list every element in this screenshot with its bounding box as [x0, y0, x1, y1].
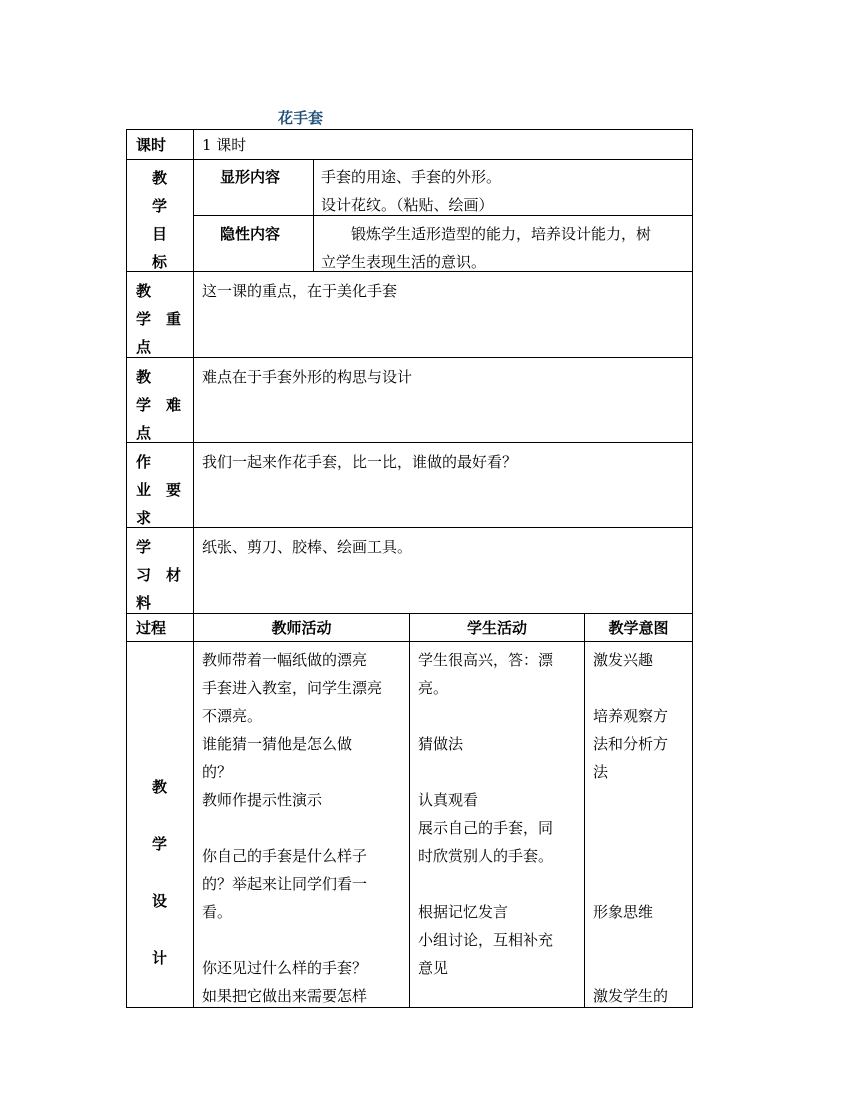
teacher-line	[202, 926, 382, 954]
intent-line: 法	[593, 763, 609, 781]
implicit-line: 立学生表现生活的意识。	[321, 253, 487, 271]
teacher-line: 的？举起来让同学们看一	[202, 875, 368, 893]
intent-line: 形象思维	[593, 903, 654, 921]
explicit-label-cell	[193, 159, 314, 216]
key-points-label-cell	[126, 271, 194, 358]
intent-line	[593, 926, 668, 954]
objectives-label-char: 标	[152, 253, 168, 271]
class-hours-label-cell	[126, 129, 194, 160]
document-title: 花手套	[278, 109, 324, 127]
student-line: 小组讨论，互相补充	[418, 931, 554, 949]
difficulties-label-line: 学 难	[136, 396, 182, 414]
student-header-cell	[409, 613, 585, 642]
implicit-label: 隐性内容	[220, 225, 281, 243]
intent-header-cell	[584, 613, 693, 642]
teacher-line: 教师作提示性演示	[202, 791, 323, 809]
materials-label-cell	[126, 527, 194, 614]
intent-line	[593, 674, 668, 702]
materials-label-line: 学	[136, 538, 152, 556]
key-points-label-line: 学 重	[136, 310, 182, 328]
process-header: 过程	[136, 619, 167, 637]
intent-line: 激发学生的	[593, 987, 669, 1005]
student-line	[418, 982, 553, 1010]
design-label-cell	[126, 641, 194, 1008]
teacher-header: 教师活动	[271, 619, 332, 637]
design-label-char: 教	[152, 778, 168, 796]
teacher-line: 看。	[202, 903, 233, 921]
student-line: 根据记忆发言	[418, 903, 509, 921]
objectives-label-char: 目	[152, 225, 168, 243]
teacher-line: 的？	[202, 763, 233, 781]
explicit-label: 显形内容	[220, 168, 281, 186]
teacher-line: 如果把它做出来需要怎样	[202, 987, 368, 1005]
homework-label-line: 求	[136, 509, 152, 527]
objectives-label-char: 教	[152, 169, 168, 187]
materials-label-line: 料	[136, 594, 152, 612]
objectives-label-cell	[126, 159, 194, 272]
student-line: 意见	[418, 959, 449, 977]
student-line	[418, 870, 553, 898]
intent-line: 激发兴趣	[593, 651, 654, 669]
explicit-line: 手套的用途、手套的外形。	[321, 168, 502, 186]
teacher-line: 教师带着一幅纸做的漂亮	[202, 651, 368, 669]
intent-line	[593, 954, 668, 982]
class-hours-label: 课时	[136, 136, 167, 154]
difficulties-label-cell	[126, 357, 194, 443]
teacher-line: 手套进入教室，问学生漂亮	[202, 679, 383, 697]
teacher-header-cell	[193, 613, 410, 642]
class-hours-value-cell	[193, 129, 693, 160]
teacher-activity-cell	[193, 641, 410, 1008]
homework-content-cell	[193, 442, 693, 528]
student-line	[418, 702, 553, 730]
homework-label-line: 业 要	[136, 481, 182, 499]
intent-line	[593, 814, 668, 842]
implicit-content-cell	[313, 215, 693, 272]
teacher-line: 不漂亮。	[202, 707, 263, 725]
intent-line: 培养观察方	[593, 707, 669, 725]
difficulties-label-line: 点	[136, 424, 152, 442]
teacher-line	[202, 814, 382, 842]
intent-line	[593, 842, 668, 870]
student-line: 学生很高兴，答：漂	[418, 651, 554, 669]
intent-header: 教学意图	[608, 619, 669, 637]
materials-content-cell	[193, 527, 693, 614]
implicit-line: 锻炼学生适形造型的能力，培养设计能力，树	[351, 225, 652, 243]
teacher-line: 谁能猜一猜他是怎么做	[202, 735, 353, 753]
student-line: 认真观看	[418, 791, 479, 809]
homework-label-line: 作	[136, 453, 152, 471]
student-header: 学生活动	[466, 619, 527, 637]
key-points-content-cell	[193, 271, 693, 358]
key-points-label-line: 教	[136, 282, 152, 300]
difficulties-label-line: 教	[136, 368, 152, 386]
intent-line	[593, 786, 668, 814]
explicit-content-cell	[313, 159, 693, 216]
homework-label-cell	[126, 442, 194, 528]
design-label-char: 学	[152, 835, 168, 853]
student-line	[418, 758, 553, 786]
student-activity-cell	[409, 641, 585, 1008]
key-points-value: 这一课的重点，在于美化手套	[202, 282, 398, 300]
teacher-line: 你还见过什么样的手套？	[202, 959, 368, 977]
teacher-line: 你自己的手套是什么样子	[202, 847, 368, 865]
implicit-label-cell	[193, 215, 314, 272]
difficulties-value: 难点在于手套外形的构思与设计	[202, 368, 413, 386]
design-label-char: 设	[152, 892, 168, 910]
class-hours-value: 1 课时	[202, 136, 247, 154]
difficulties-content-cell	[193, 357, 693, 443]
student-line: 亮。	[418, 679, 449, 697]
explicit-line: 设计花纹。（粘贴、绘画）	[321, 196, 494, 214]
intent-line	[593, 870, 668, 898]
student-line: 展示自己的手套，同	[418, 819, 554, 837]
student-line: 猜做法	[418, 735, 464, 753]
materials-label-line: 习 材	[136, 566, 182, 584]
design-label-char: 计	[152, 949, 168, 967]
objectives-label-char: 学	[152, 197, 168, 215]
student-line: 时欣赏别人的手套。	[418, 847, 554, 865]
homework-value: 我们一起来作花手套，比一比，谁做的最好看？	[202, 453, 518, 471]
process-header-cell	[126, 613, 194, 642]
intent-cell	[584, 641, 693, 1008]
intent-line: 法和分析方	[593, 735, 669, 753]
key-points-label-line: 点	[136, 338, 152, 356]
materials-value: 纸张、剪刀、胶棒、绘画工具。	[202, 538, 413, 556]
